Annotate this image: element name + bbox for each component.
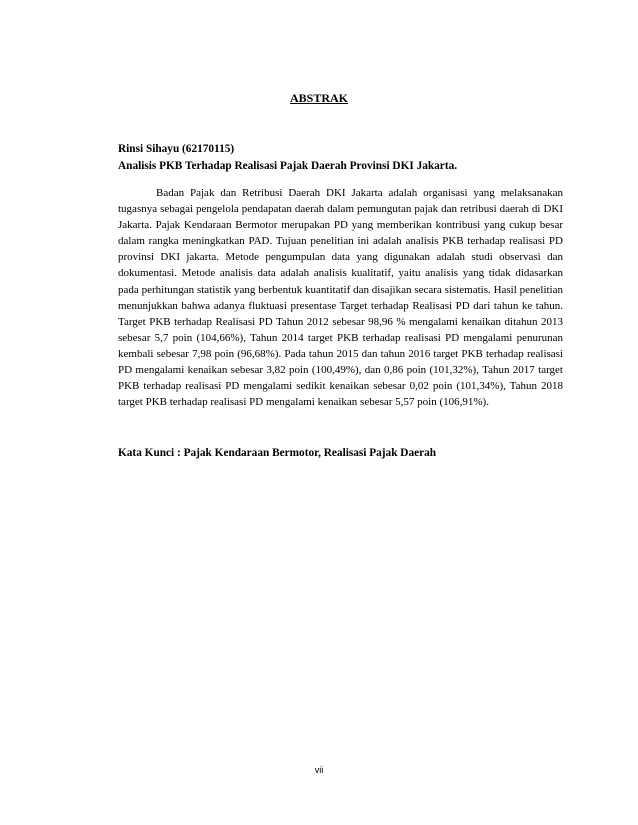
author-line: Rinsi Sihayu (62170115) bbox=[118, 143, 235, 155]
abstract-paragraph: Badan Pajak dan Retribusi Daerah DKI Jakarta adalah organisasi yang melaksanakan tugasnya sebagai pengelola pendapatan daerah dalam pemungutan pajak dan retribusi daerah di DKI Jakarta. Pajak Kendaraan Bermotor merupakan PD yang memberikan kontribusi yang cukup besar dalam rangka meningkatkan PAD. Tujuan penelitian ini adalah analisis PKB terhadap realisasi PD provinsi DKI jakarta. Metode pengumpulan data yang digunakan adalah studi observasi dan dokumentasi. Metode analisis data adalah analisis kualitatif, yaitu analisis yang tidak didasarkan pada perhitungan statistik yang berbentuk kuantitatif dan disajikan secara sistematis. Hasil penelitian menunjukkan bahwa adanya fluktuasi presentase Target terhadap Realisasi PD dari tahun ke tahun. Target PKB terhadap Realisasi PD Tahun 2012 sebesar 98,96 % mengalami kenaikan ditahun 2013 sebesar 5,7 poin (104,66%), Tahun 2014 target PKB terhadap realisasi PD mengalami penurunan kembali sebesar 7,98 poin (96,68%). Pada tahun 2015 dan tahun 2016 target PKB terhadap realisasi PD mengalami kenaikan sebesar 3,82 poin (100,49%), dan 0,86 poin (101,32%), Tahun 2017 target PKB terhadap realisasi PD mengalami sedikit kenaikan sebesar 0,02 poin (101,34%), Tahun 2018 target PKB terhadap realisasi PD mengalami kenaikan sebesar 5,57 poin (106,91%). bbox=[118, 187, 563, 409]
keywords-line: Kata Kunci : Pajak Kendaraan Bermotor, Realisasi Pajak Daerah bbox=[118, 447, 437, 459]
abstract-title: ABSTRAK bbox=[289, 91, 348, 105]
page-number: vii bbox=[314, 765, 324, 775]
thesis-title: Analisis PKB Terhadap Realisasi Pajak Daerah Provinsi DKI Jakarta. bbox=[118, 160, 458, 172]
author-block bbox=[118, 141, 457, 175]
